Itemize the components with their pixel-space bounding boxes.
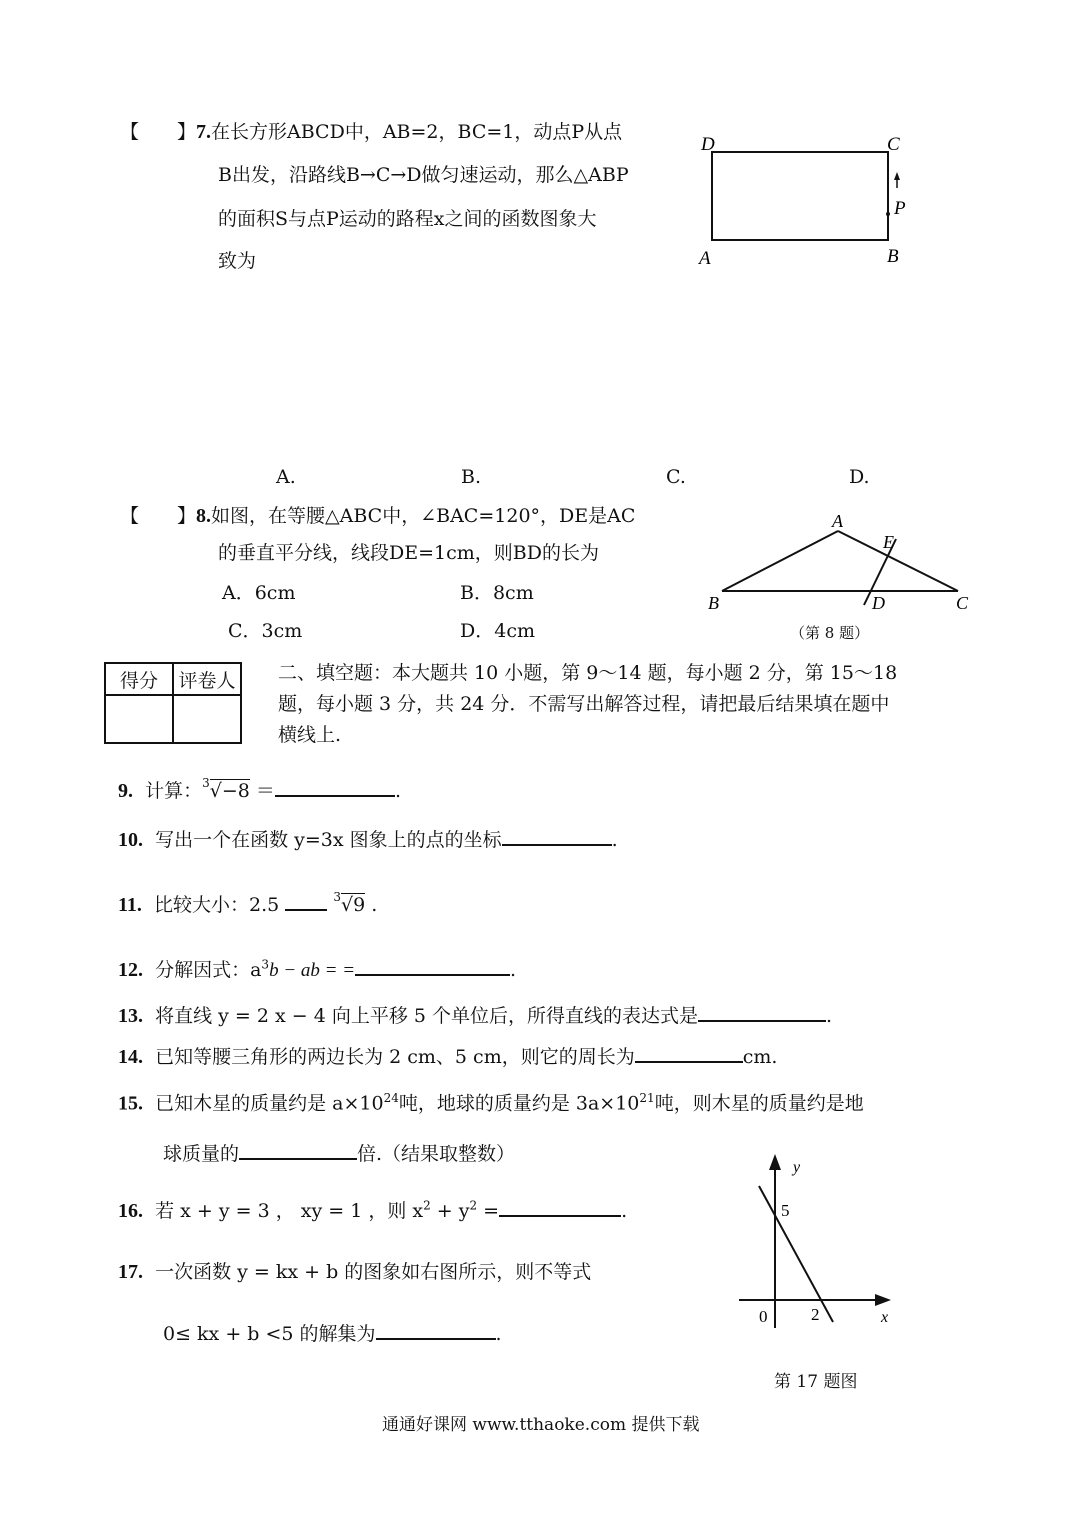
expression: b − ab = = — [269, 960, 356, 981]
q8-option-C[interactable]: C．3cm — [228, 620, 303, 642]
section2-line1: 二、填空题：本大题共 10 小题，第 9～14 题，每小题 2 分，第 15～18 — [278, 662, 898, 684]
section2-line2: 题，每小题 3 分，共 24 分．不需写出解答过程，请把最后结果填在题中 — [278, 693, 890, 715]
period: . — [621, 1200, 628, 1222]
question-number: 7. — [196, 121, 212, 143]
q8-option-A[interactable]: A．6cm — [222, 582, 296, 604]
question-text: 吨，则木星的质量约是地 — [654, 1092, 864, 1115]
question-text: 若 x + y = 3 ， xy = 1 ，则 x — [155, 1200, 424, 1222]
period: . — [826, 1005, 833, 1027]
question-text: 已知等腰三角形的两边长为 2 cm、5 cm，则它的周长为 — [155, 1046, 635, 1068]
question-text: 计算： — [145, 780, 203, 802]
exponent: 2 — [469, 1198, 478, 1213]
q13 — [118, 1002, 832, 1028]
question-text: 分解因式：a — [155, 959, 262, 981]
equals: = — [477, 1200, 500, 1222]
question-number: 11. — [118, 894, 142, 916]
answer-blank[interactable] — [499, 1197, 621, 1217]
period: . — [510, 959, 517, 981]
q12 — [118, 956, 516, 983]
choice-B[interactable]: B. — [461, 466, 482, 488]
grader-cell[interactable] — [173, 695, 241, 743]
question-number: 14. — [118, 1046, 143, 1068]
exponent: 2 — [423, 1198, 431, 1213]
label-B: B — [708, 593, 719, 613]
choice-A[interactable]: A. — [276, 466, 296, 488]
q15-line1 — [118, 1091, 864, 1115]
answer-bracket[interactable]: 【 】 — [120, 505, 197, 527]
question-text: 吨，地球的质量约是 3a×10 — [398, 1092, 640, 1115]
question-text: 将直线 y = 2 x − 4 向上平移 5 个单位后，所得直线的表达式是 — [155, 1005, 699, 1027]
score-cell[interactable] — [105, 695, 173, 743]
q17-line1 — [118, 1260, 591, 1284]
answer-blank[interactable] — [635, 1043, 743, 1063]
question-text: 0≤ kx + b <5 的解集为 — [163, 1323, 376, 1345]
label-C: C — [887, 134, 900, 155]
rectangle-figure — [695, 130, 925, 270]
fig17-graph — [735, 1148, 905, 1338]
exponent: 24 — [383, 1091, 399, 1105]
question-text: 已知木星的质量约是 a×10 — [155, 1092, 384, 1115]
period: . — [371, 894, 378, 916]
fig17-y-intercept: 5 — [781, 1201, 790, 1220]
q9: 9. 计算：$^3$√−8 ＝ . — [118, 776, 401, 802]
unit: cm. — [742, 1046, 778, 1068]
q16 — [118, 1197, 627, 1223]
question-number: 9. — [118, 780, 133, 802]
choice-D[interactable]: D. — [849, 466, 870, 488]
exponent: 21 — [639, 1091, 655, 1105]
radicand: −8 — [221, 780, 250, 802]
answer-blank[interactable] — [285, 891, 327, 911]
answer-bracket[interactable]: 【 】 — [120, 121, 197, 143]
fig17-caption: 第 17 题图 — [774, 1372, 858, 1392]
expression: + y — [430, 1200, 470, 1222]
answer-blank[interactable] — [355, 956, 510, 976]
fig17-ylabel: y — [793, 1159, 801, 1176]
exponent: 3 — [261, 957, 270, 972]
question-text: 写出一个在函数 y=3x 图象上的点的坐标 — [155, 829, 502, 851]
label-B: B — [887, 246, 899, 267]
label-P: P — [894, 198, 906, 219]
label-A: A — [832, 511, 843, 531]
label-A: A — [699, 248, 711, 269]
label-E: E — [883, 532, 894, 552]
score-table — [104, 662, 242, 744]
period: . — [611, 829, 618, 851]
question-text: 一次函数 y = kx + b 的图象如右图所示，则不等式 — [155, 1261, 592, 1283]
fig8-caption: （第 8 题） — [790, 624, 870, 642]
label-C: C — [956, 593, 969, 613]
question-text: 倍.（结果取整数） — [357, 1143, 516, 1165]
question-text: 在长方形ABCD中，AB=2，BC=1，动点P从点 — [211, 121, 623, 143]
question-text: 比较大小：2.5 — [154, 894, 280, 916]
answer-blank[interactable] — [275, 777, 395, 797]
q15-line2 — [163, 1140, 515, 1166]
question-text: 球质量的 — [163, 1143, 240, 1165]
section2-line3: 横线上. — [278, 724, 342, 746]
question-number: 15. — [118, 1092, 143, 1115]
question-text: 如图，在等腰△ABC中，∠BAC=120°，DE是AC — [211, 505, 636, 527]
answer-blank[interactable] — [502, 826, 612, 846]
radical-index: 3 — [202, 776, 210, 790]
q17-line2 — [163, 1320, 502, 1346]
choice-C[interactable]: C. — [666, 466, 686, 488]
q7-line1 — [120, 120, 622, 144]
q10 — [118, 826, 618, 852]
fig17-x-intercept: 2 — [811, 1305, 820, 1324]
question-number: 17. — [118, 1261, 143, 1283]
q7-line2: B出发，沿路线B→C→D做匀速运动，那么△ABP — [218, 164, 629, 186]
label-D: D — [872, 593, 885, 613]
period: . — [394, 780, 401, 802]
q8-line1 — [120, 504, 635, 528]
equals: ＝ — [255, 780, 275, 802]
question-number: 13. — [118, 1005, 143, 1027]
fig17-origin: 0 — [759, 1307, 768, 1326]
radicand: 9 — [353, 894, 366, 916]
q14 — [118, 1043, 777, 1069]
q8-option-B[interactable]: B．8cm — [460, 582, 534, 604]
q7-line4: 致为 — [218, 250, 257, 272]
q8-line2: 的垂直平分线，线段DE=1cm，则BD的长为 — [218, 542, 599, 564]
question-number: 12. — [118, 959, 143, 981]
question-number: 16. — [118, 1200, 143, 1222]
fig17-xlabel: x — [881, 1309, 889, 1326]
radical-index: 3 — [333, 890, 341, 904]
answer-blank[interactable] — [698, 1002, 826, 1022]
q8-option-D[interactable]: D．4cm — [460, 620, 535, 642]
q7-line3: 的面积S与点P运动的路程x之间的函数图象大 — [218, 208, 597, 230]
footer: 通通好课网 www.tthaoke.com 提供下载 — [382, 1415, 700, 1435]
label-D: D — [701, 134, 715, 155]
answer-blank[interactable] — [376, 1320, 496, 1340]
q11: 11. 比较大小：2.5 $^3$√9 . — [118, 890, 378, 916]
answer-blank[interactable] — [239, 1140, 357, 1160]
grader-header: 评卷人 — [173, 663, 241, 695]
question-number: 10. — [118, 829, 143, 851]
score-header: 得分 — [105, 663, 173, 695]
period: . — [495, 1323, 502, 1345]
question-number: 8. — [196, 505, 212, 527]
